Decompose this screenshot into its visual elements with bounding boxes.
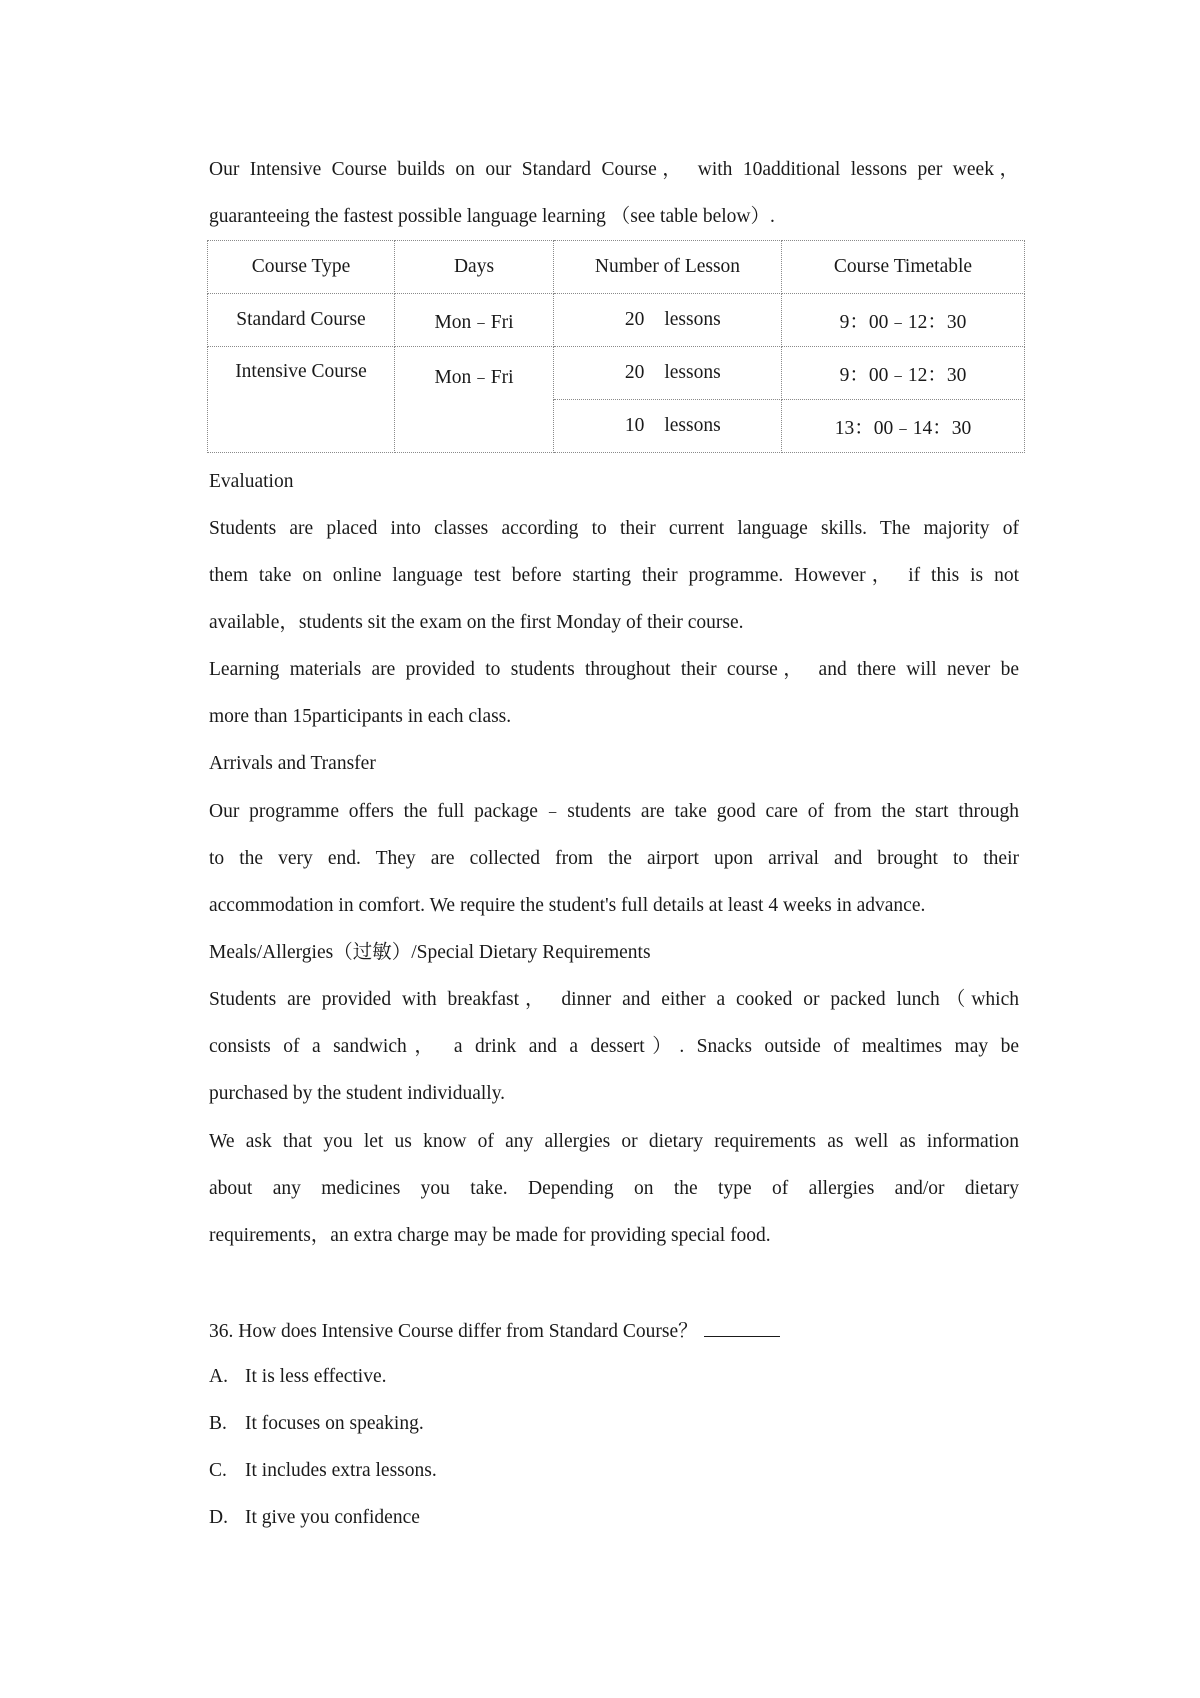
meals-p1-line-1: Students are provided with breakfast， dinner and either a cooked or packed lunch（which (209, 989, 1019, 1010)
intensive-lessons-count-1: 20 (624, 362, 645, 383)
header-course-timetable: Course Timetable (782, 241, 1025, 294)
intro-line-1: Our Intensive Course builds on our Standard Course， with 10additional lessons per week， (209, 159, 1019, 180)
question-stem (209, 1318, 1019, 1344)
intensive-lessons-word-2: lessons (664, 415, 721, 436)
header-course-type: Course Type (208, 241, 395, 294)
meals-heading: Meals/Allergies（过敏）/Special Dietary Requirements (209, 942, 651, 963)
cell-standard-type: Standard Course (208, 294, 395, 347)
intensive-lessons-count-2: 10 (624, 415, 645, 436)
intro-line-2: guaranteeing the fastest possible language learning （see table below）. (209, 206, 775, 227)
option-c-letter: C. (209, 1460, 227, 1481)
cell-standard-lessons (554, 294, 782, 347)
option-b-text: It focuses on speaking. (245, 1413, 424, 1434)
option-b-letter: B. (209, 1413, 227, 1434)
option-c-text: It includes extra lessons. (245, 1460, 437, 1481)
header-days: Days (395, 241, 554, 294)
evaluation-p2-line-2: more than 15participants in each class. (209, 706, 512, 727)
evaluation-heading: Evaluation (209, 471, 294, 492)
arrivals-line-2: to the very end. They are collected from the airport upon arrival and brought to their (209, 848, 1019, 869)
evaluation-p2-line-1: Learning materials are provided to students throughout their course， and there will never be (209, 659, 1019, 680)
standard-lessons-count: 20 (624, 309, 645, 330)
answer-blank (704, 1318, 780, 1337)
table-row-intensive-1 (208, 347, 1025, 400)
arrivals-line-1: Our programme offers the full package﹣students are take good care of from the start through (209, 801, 1019, 822)
option-d[interactable] (209, 1506, 1019, 1530)
option-a-letter: A. (209, 1366, 228, 1387)
cell-intensive-type: Intensive Course (208, 347, 395, 453)
cell-intensive-lessons-1 (554, 347, 782, 400)
table-row-standard (208, 294, 1025, 347)
meals-p1-line-3: purchased by the student individually. (209, 1083, 506, 1104)
meals-p2-line-3: requirements，an extra charge may be made for providing special food. (209, 1225, 771, 1246)
meals-p2-line-1: We ask that you let us know of any allergies or dietary requirements as well as information (209, 1131, 1019, 1152)
cell-standard-timetable: 9：00﹣12：30 (782, 294, 1025, 347)
option-d-letter: D. (209, 1507, 228, 1528)
cell-intensive-timetable-2: 13：00﹣14：30 (782, 400, 1025, 453)
header-number-of-lesson: Number of Lesson (554, 241, 782, 294)
meals-p1-line-2: consists of a sandwich， a drink and a dessert）. Snacks outside of mealtimes may be (209, 1036, 1019, 1057)
option-c[interactable] (209, 1459, 1019, 1483)
option-d-text: It give you confidence (245, 1507, 420, 1528)
standard-lessons-word: lessons (664, 309, 721, 330)
evaluation-p1-line-3: available，students sit the exam on the first Monday of their course. (209, 612, 744, 633)
table-header-row (208, 241, 1025, 294)
question-stem-text: 36. How does Intensive Course differ from Standard Course？ (209, 1321, 698, 1342)
arrivals-heading: Arrivals and Transfer (209, 753, 376, 774)
cell-intensive-lessons-2 (554, 400, 782, 453)
cell-intensive-timetable-1: 9：00﹣12：30 (782, 347, 1025, 400)
arrivals-line-3: accommodation in comfort. We require the student's full details at least 4 weeks in advance. (209, 895, 926, 916)
cell-standard-days: Mon﹣Fri (395, 294, 554, 347)
course-table (207, 240, 1025, 453)
intensive-lessons-word-1: lessons (664, 362, 721, 383)
evaluation-p1-line-1: Students are placed into classes according to their current language skills. The majority of (209, 518, 1019, 539)
option-b[interactable] (209, 1412, 1019, 1436)
cell-intensive-days: Mon﹣Fri (395, 347, 554, 453)
option-a-text: It is less effective. (245, 1366, 387, 1387)
evaluation-p1-line-2: them take on online language test before starting their programme. However， if this is not (209, 565, 1019, 586)
meals-p2-line-2: about any medicines you take. Depending on the type of allergies and/or dietary (209, 1178, 1019, 1199)
option-a[interactable] (209, 1365, 1019, 1389)
